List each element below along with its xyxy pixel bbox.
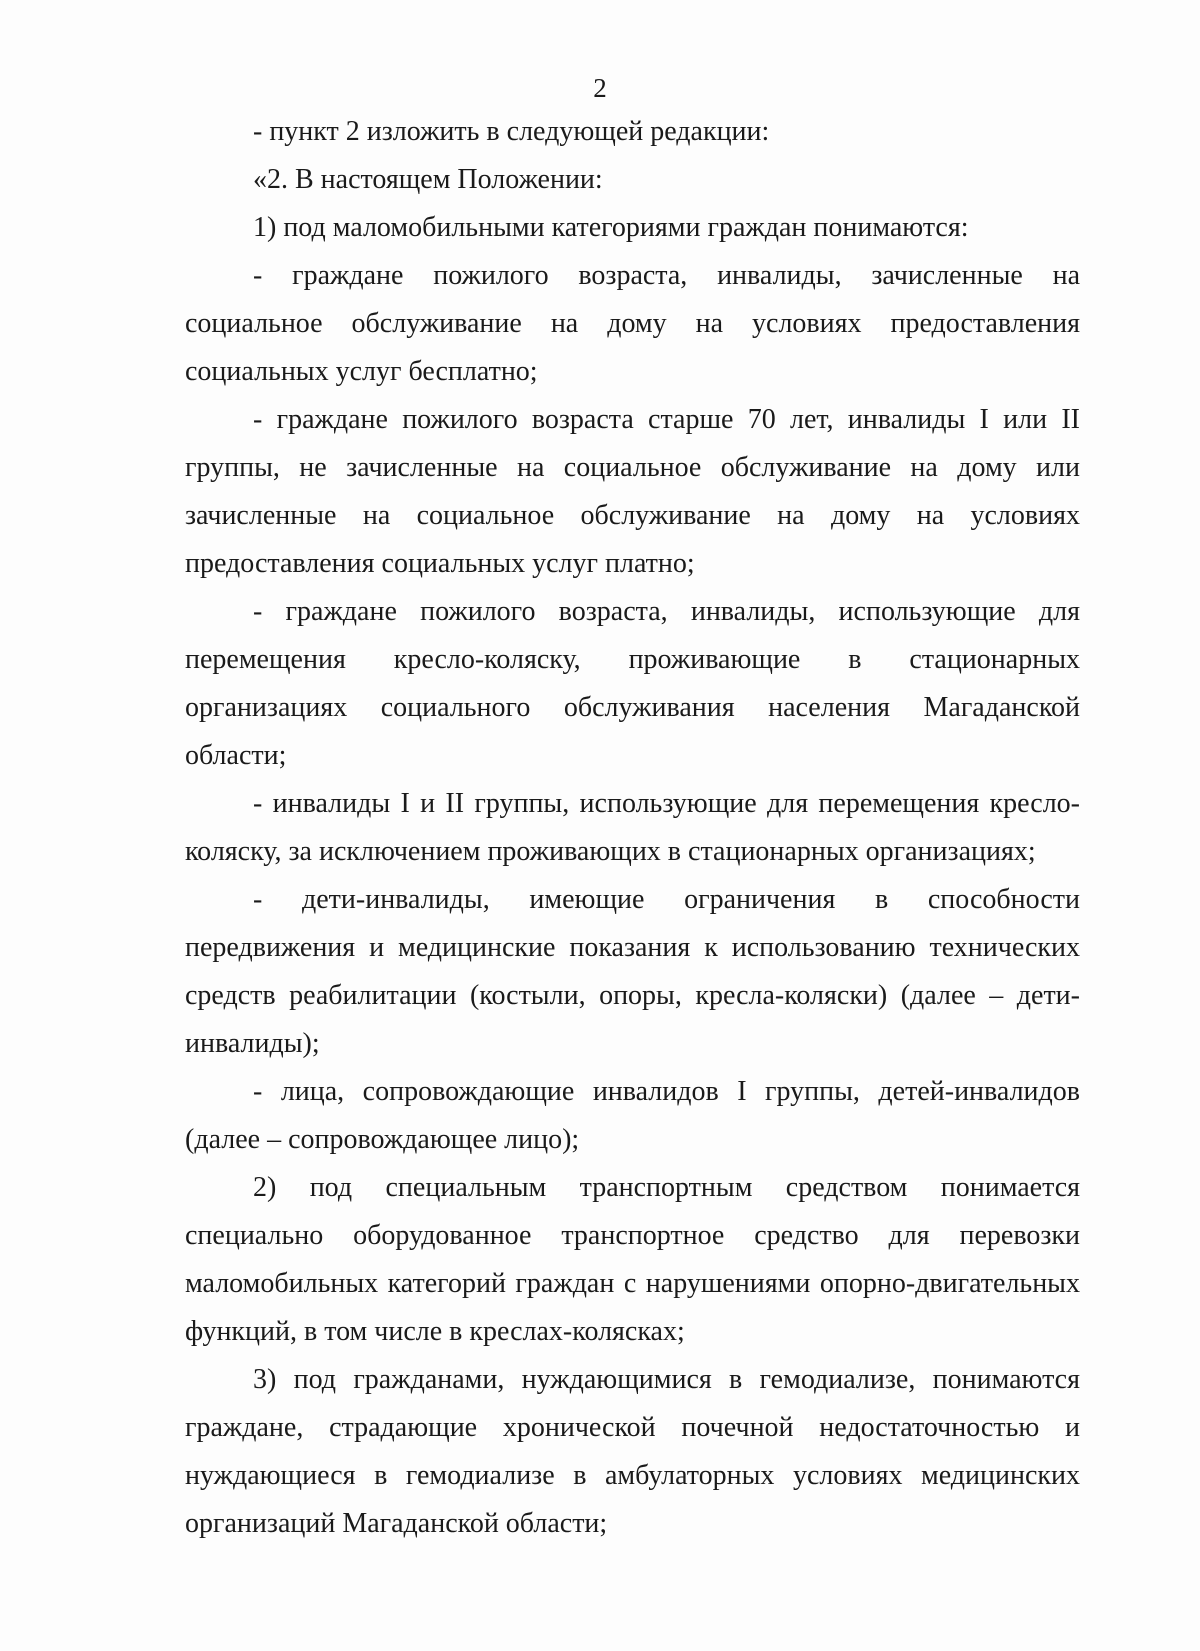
paragraph-subclause-1: 1) под маломобильными категориями граждан понимаются: <box>253 212 969 243</box>
paragraph-clause-2-heading: «2. В настоящем Положении: <box>253 164 603 195</box>
paragraph-list-item: - граждане пожилого возраста, инвалиды, использующие для перемещения кресло-коляску, проживающие в стационарных организациях социального обслуживания населения Магаданской области; <box>185 596 1080 771</box>
paragraph-list-item: - граждане пожилого возраста, инвалиды, зачисленные на социальное обслуживание на дому на условиях предоставления социальных услуг бесплатно; <box>185 260 1080 387</box>
paragraph-list-item: - инвалиды I и II группы, использующие для перемещения кресло-коляску, за исключением проживающих в стационарных организациях; <box>185 788 1080 867</box>
document-body <box>185 108 1080 1548</box>
paragraph-list-item: - дети-инвалиды, имеющие ограничения в способности передвижения и медицинские показания к использованию технических средств реабилитации (костыли, опоры, кресла-коляски) (далее – дети-инвалиды); <box>185 884 1080 1059</box>
paragraph-amendment-intro: - пункт 2 изложить в следующей редакции: <box>253 116 770 147</box>
paragraph-subclause-2: 2) под специальным транспортным средством понимается специально оборудованное транспортное средство для перевозки маломобильных категорий граждан с нарушениями опорно-двигательных функций, в том числе в креслах-колясках; <box>185 1172 1080 1347</box>
page-number: 2 <box>593 73 607 103</box>
paragraph-subclause-3: 3) под гражданами, нуждающимися в гемодиализе, понимаются граждане, страдающие хронической почечной недостаточностью и нуждающиеся в гемодиализе в амбулаторных условиях медицинских организаций Магаданской области; <box>185 1364 1080 1539</box>
paragraph-list-item: - лица, сопровождающие инвалидов I группы, детей-инвалидов (далее – сопровождающее лицо); <box>185 1076 1080 1155</box>
paragraph-list-item: - граждане пожилого возраста старше 70 лет, инвалиды I или II группы, не зачисленные на социальное обслуживание на дому или зачисленные на социальное обслуживание на дому на условиях предоставления социальных услуг платно; <box>185 404 1080 579</box>
